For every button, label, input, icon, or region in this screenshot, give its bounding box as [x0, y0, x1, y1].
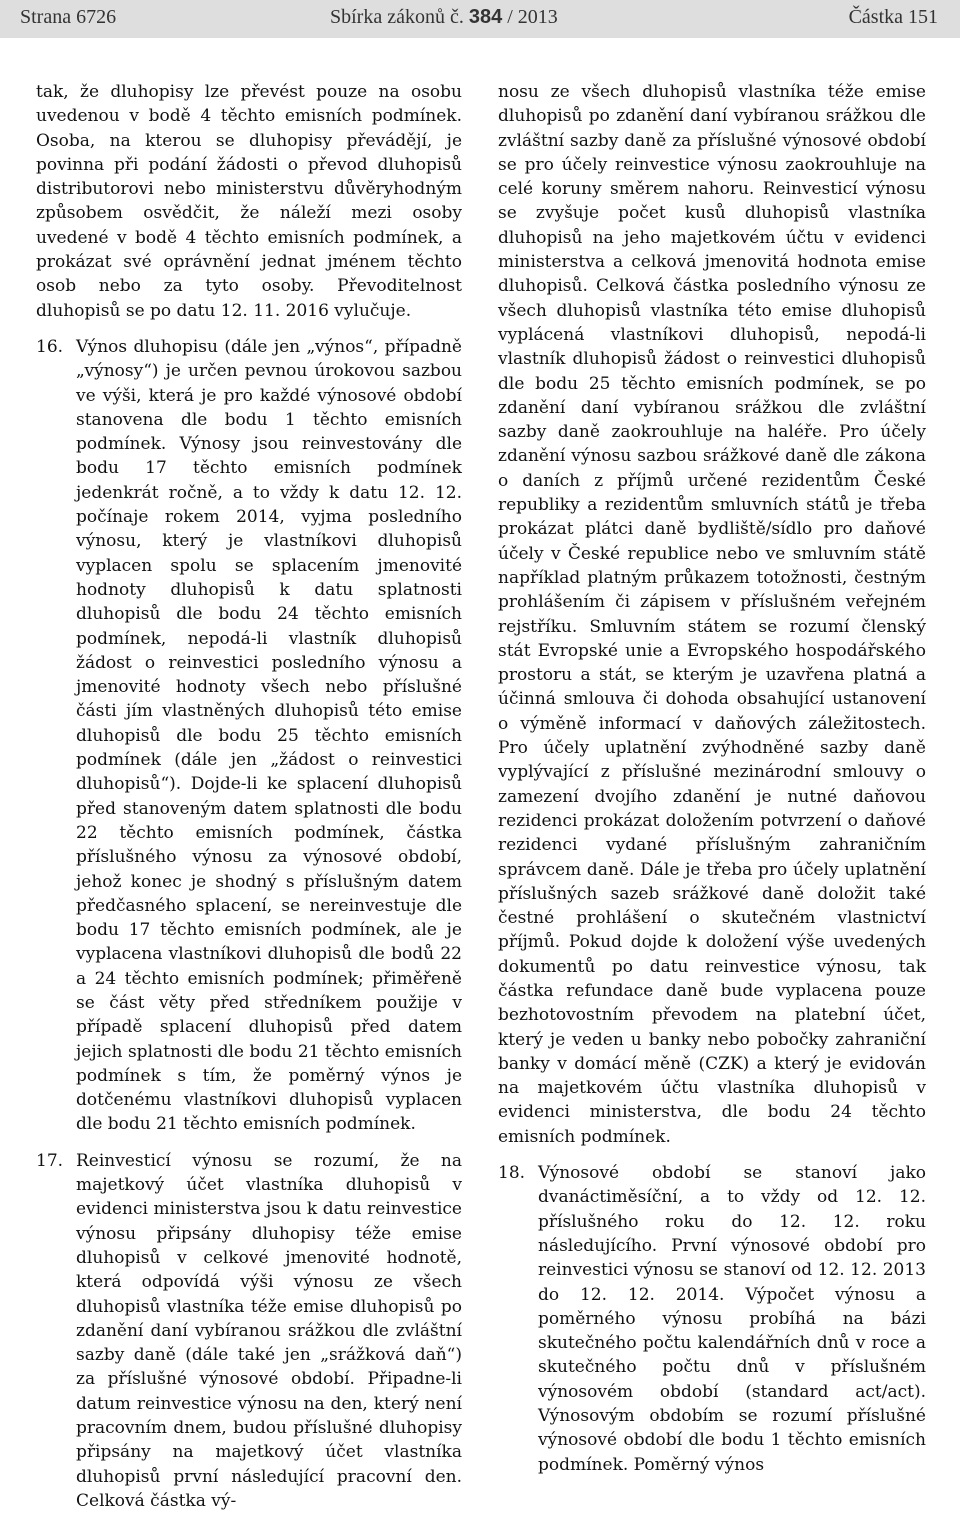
item-17-text: Reinvesticí výnosu se rozumí, že na majetkový účet vlastníka dluhopisů v evidenci ministerstva jsou k datu reinvestice výnosu připsány dluhopisy téže emise dluhopisů v celkové jmenovité hodnotě, která odpovídá výši výnosu ze všech dluhopisů vlastníka téže emise dluhopisů po zdanění daní vybíranou srážkou dle zvláštní sazby daně (dále také jen „srážková daň“) za příslušné výnosové období. Připadne-li datum reinvestice výnosu na den, který není pracovním dnem, budou příslušné dluhopisy připsány na majetkový účet vlastníka dluhopisů první následující pracovní den. Celková částka vý- — [76, 1150, 462, 1511]
issue-year: / 2013 — [507, 6, 558, 28]
page-number: Strana 6726 — [20, 6, 117, 28]
item-16-text: Výnos dluhopisu (dále jen „výnos“, případně „výnosy“) je určen pevnou úrokovou sazbou ve výši, která je pro každé výnosové období stanovena dle bodu 1 těchto emisních podmínek. Výnosy jsou reinvestovány dle bodu 17 těchto emisních podmínek jedenkrát ročně, a to vždy k datu 12. 12. počínaje rokem 2014, vyjma posledního výnosu, který je vlastníkovi dluhopisů vyplacen spolu se splacením jmenovité hodnoty dluhopisů k datu splatnosti dluhopisů dle bodu 24 těchto emisních podmínek, nepodá-li vlastník dluhopisů žádost o reinvestici posledního výnosu a jmenovité hodnoty všech nebo příslušné části jím vlastněných dluhopisů této emise dluhopisů dle bodu 25 těchto emisních podmínek (dále jen „žádost o reinvestici dluhopisů“). Dojde-li ke splacení dluhopisů před stanoveným datem splatnosti dle bodu 22 těchto emisních podmínek, částka příslušného výnosu za výnosové období, jehož konec je shodný s příslušným datem předčasného splacení, se nereinvestuje dle bodu 17 těchto emisních podmínek, ale je vyplacena vlastníkovi dluhopisů dle bodů 22 a 24 těchto emisních podmínek; přiměřeně se část věty před středníkem použije v případě splacení dluhopisů před datem jejich splatnosti dle bodu 21 těchto emisních podmínek s tím, že poměrný výnos je dotčenému vlastníkovi dluhopisů vyplacen dle bodu 21 těchto emisních podmínek. — [76, 336, 462, 1135]
item-18-number: 18. — [498, 1163, 526, 1184]
page-header — [0, 0, 960, 38]
item-18-text: Výnosové období se stanoví jako dvanáctiměsíční, a to vždy od 12. 12. příslušného roku do 12. 12. roku následujícího. První výnosové období pro reinvestici výnosu se stanoví od 12. 12. 2013 do 12. 12. 2014. Výpočet výnosu a poměrného výnosu probíhá na bázi skutečného počtu kalendářních dnů v roce a skutečného počtu dnů v příslušném výnosovém období (standard act/act). Výnosovým obdobím se rozumí příslušné výnosové období dle bodu 1 těchto emisních podmínek. Poměrný výnos — [538, 1163, 926, 1475]
item-17-continuation: nosu ze všech dluhopisů vlastníka téže emise dluhopisů po zdanění daní vybíranou srážkou dle zvláštní sazby daně za příslušné výnosové období se pro účely reinvestice výnosu zaokrouhluje na celé koruny směrem nahoru. Reinvesticí výnosu se zvyšuje počet kusů dluhopisů vlastníka dluhopisů na jeho majetkovém účtu v evidenci ministerstva a celková jmenovitá hodnota emise dluhopisů. Celková částka posledního výnosu ze všech dluhopisů vlastníka této emise dluhopisů vyplácená vlastníkovi dluhopisů, nepodá-li vlastník dluhopisů žádost o reinvestici dluhopisů dle bodu 25 těchto emisních podmínek, se po zdanění daní vybíranou srážkou dle zvláštní sazby daně zaokrouhluje na haléře. Pro účely zdanění výnosu sazbou srážkové daně dle zákona o daních z příjmů určené rezidentům České republiky a rezidentům smluvních států je třeba prokázat plátci daně bydliště/sídlo pro daňové účely v České republice nebo ve smluvním státě například platným průkazem totožnosti, čestným prohlášením či zápisem v příslušném veřejném rejstříku. Smluvním státem se rozumí členský stát Evropské unie a Evropského hospodářského prostoru a stát, se kterým je uzavřena platná a účinná smlouva či dohoda obsahující ustanovení o výměně informací v daňových záležitostech. Pro účely uplatnění zvýhodněné sazby daně vyplývající z příslušné mezinárodní smlouvy o zamezení dvojího zdanění je nutné daňovou rezidenci prokázat doložením potvrzení o daňové rezidenci vydané příslušným zahraničním správcem daně. Dále je třeba pro účely uplatnění příslušných sazeb srážkové daně doložit také čestné prohlášení o skutečném vlastnictví příjmů. Pokud dojde k doložení výše uvedených dokumentů po datu reinvestice výnosu, tak částka refundace daně bude vyplacena pouze bezhotovostním převodem na platební účet, který je veden u banky nebo pobočky zahraniční banky v domácí měně (CZK) a který je evidován na majetkovém účtu vlastníka dluhopisů v evidenci ministerstva, dle bodu 24 těchto emisních podmínek. — [498, 82, 926, 1147]
item-16-number: 16. — [36, 336, 64, 357]
left-column — [36, 80, 462, 1525]
item-16 — [36, 335, 462, 1137]
collection-prefix: Sbírka zákonů č. — [330, 6, 464, 28]
part-label: Částka 151 — [848, 6, 938, 28]
collection-title — [330, 6, 558, 29]
issue-number: 384 — [468, 6, 503, 28]
intro-paragraph: tak, že dluhopisy lze převést pouze na osobu uvedenou v bodě 4 těchto emisních podmínek. Osoba, na kterou se dluhopisy převádějí, je povinna při podání žádosti o převod dluhopisů distributorovi nebo ministerstvu důvěryhodným způsobem osvědčit, že náleží mezi osoby uvedené v bodě 4 těchto emisních podmínek, a prokázat své oprávnění jednat jménem těchto osob nebo za tyto osoby. Převoditelnost dluhopisů se po datu 12. 11. 2016 vylučuje. — [36, 82, 462, 321]
right-column — [498, 80, 926, 1489]
item-17 — [36, 1149, 462, 1513]
item-17-number: 17. — [36, 1150, 64, 1171]
item-18 — [498, 1161, 926, 1477]
